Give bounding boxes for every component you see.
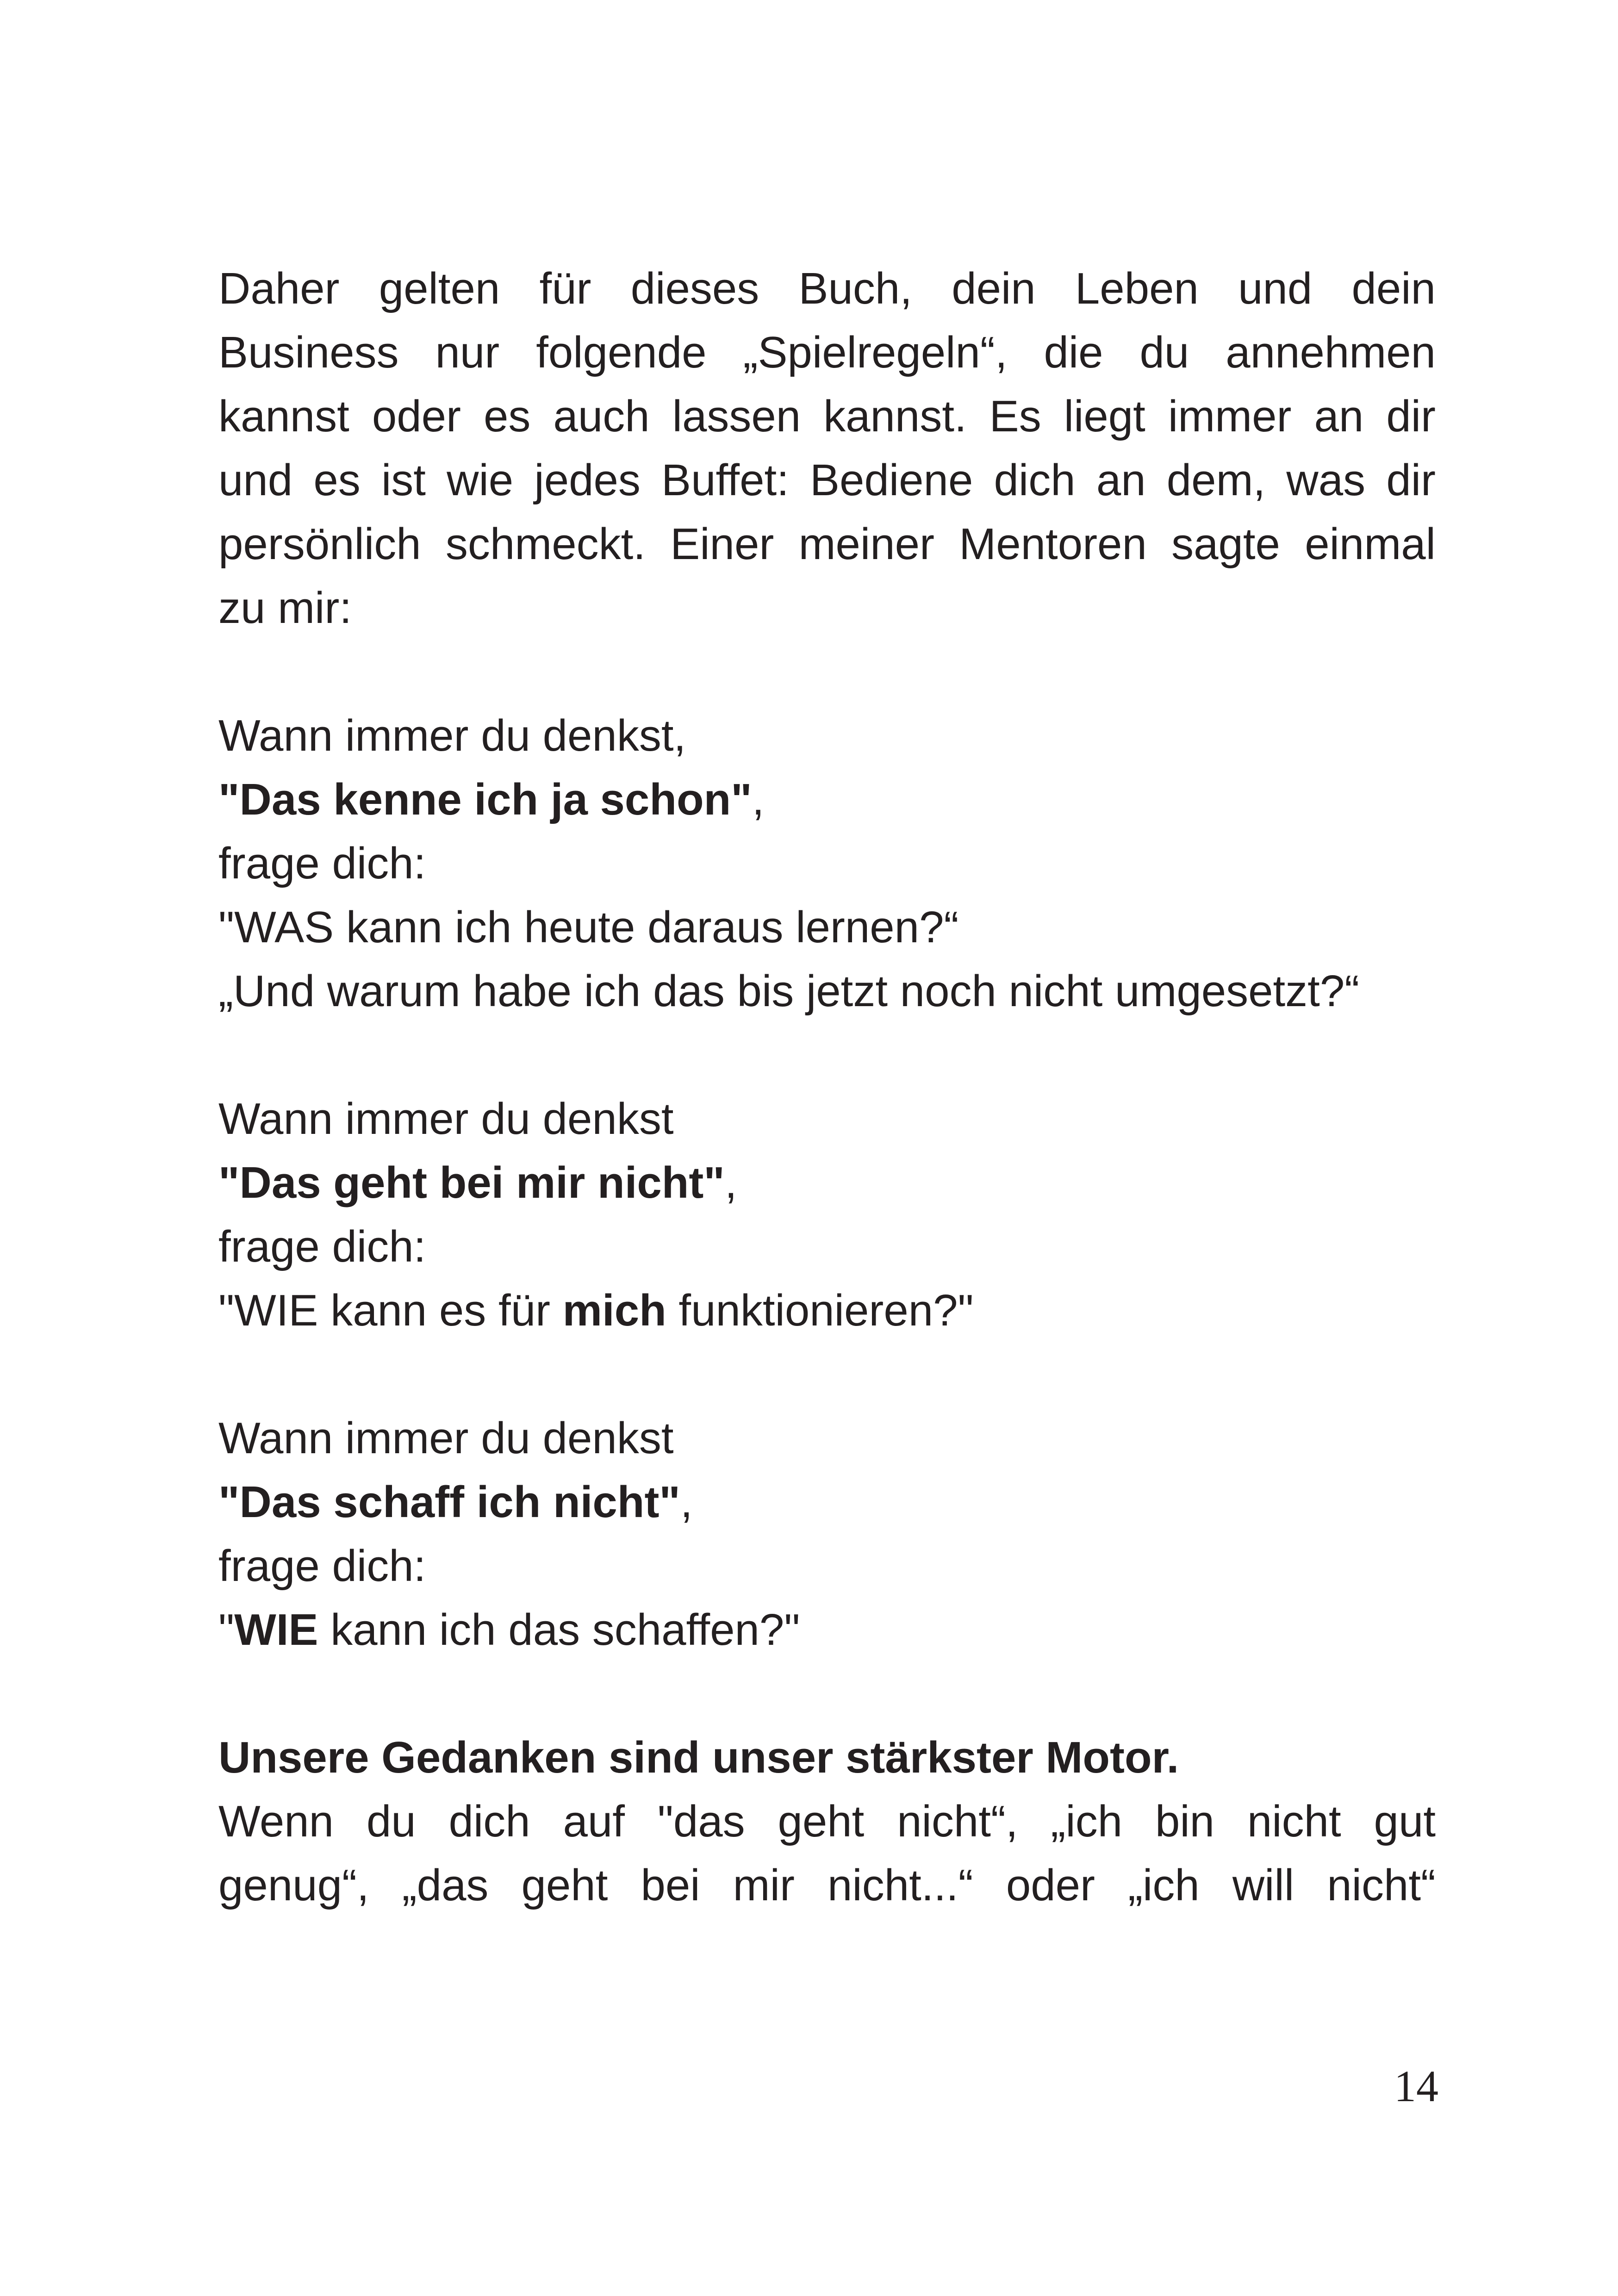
rule-thought <box>218 1470 1436 1534</box>
rule-thought <box>218 1151 1436 1215</box>
rule-question-post: kann ich das schaffen?" <box>318 1605 800 1655</box>
rule-thought-tail: , <box>680 1477 693 1527</box>
rule-thought-bold: "Das schaff ich nicht" <box>218 1477 680 1527</box>
rule-lead: Wann immer du denkst <box>218 1094 674 1144</box>
paragraph-gap <box>218 640 1436 704</box>
paragraph-gap <box>218 1662 1436 1726</box>
intro-line: zu mir: <box>218 583 352 633</box>
rule-thought-bold: "Das geht bei mir nicht" <box>218 1158 725 1207</box>
rule-question-pre: "WIE kann es für <box>218 1286 563 1335</box>
intro-line: Business nur folgende „Spielregeln“, die du annehmen <box>218 328 1436 377</box>
rule-question-bold: WIE <box>234 1605 318 1655</box>
rule-question-post: funktionieren?" <box>666 1286 974 1335</box>
rule-thought-tail: , <box>752 775 765 824</box>
intro-line: persönlich schmeckt. Einer meiner Mentoren sagte einmal <box>218 519 1436 569</box>
intro-line: und es ist wie jedes Buffet: Bediene dich an dem, was dir <box>218 455 1436 505</box>
closing-heading: Unsere Gedanken sind unser stärkster Motor. <box>218 1733 1179 1782</box>
closing-line: genug“, „das geht bei mir nicht...“ oder „ich will nicht“ <box>218 1860 1436 1910</box>
rule-block-1 <box>218 704 1436 1023</box>
rule-block-2 <box>218 1087 1436 1343</box>
rule-question-bold: mich <box>562 1286 666 1335</box>
rule-lead: Wann immer du denkst, <box>218 711 686 760</box>
rule-thought-bold: "Das kenne ich ja schon" <box>218 775 752 824</box>
paragraph-gap <box>218 1023 1436 1087</box>
rule-question: "WAS kann ich heute daraus lernen?“ <box>218 902 959 952</box>
rule-thought <box>218 768 1436 832</box>
intro-line: Daher gelten für dieses Buch, dein Leben und dein <box>218 264 1436 313</box>
page-number: 14 <box>1394 2061 1438 2111</box>
rule-thought-tail: , <box>724 1158 737 1207</box>
rule-question-pre: " <box>218 1605 235 1655</box>
rule-ask: frage dich: <box>218 839 426 888</box>
intro-paragraph <box>218 257 1436 640</box>
rule-ask: frage dich: <box>218 1222 426 1271</box>
page-body <box>218 257 1436 1917</box>
closing-line: Wenn du dich auf "das geht nicht“, „ich bin nicht gut <box>218 1797 1436 1846</box>
rule-lead: Wann immer du denkst <box>218 1413 674 1463</box>
rule-ask: frage dich: <box>218 1541 426 1591</box>
paragraph-gap <box>218 1343 1436 1406</box>
rule-question: „Und warum habe ich das bis jetzt noch nicht umgesetzt?“ <box>218 966 1360 1016</box>
rule-question <box>218 1598 1436 1662</box>
closing-paragraph <box>218 1726 1436 1917</box>
rule-question <box>218 1279 1436 1343</box>
intro-line: kannst oder es auch lassen kannst. Es liegt immer an dir <box>218 392 1436 441</box>
rule-block-3 <box>218 1406 1436 1662</box>
